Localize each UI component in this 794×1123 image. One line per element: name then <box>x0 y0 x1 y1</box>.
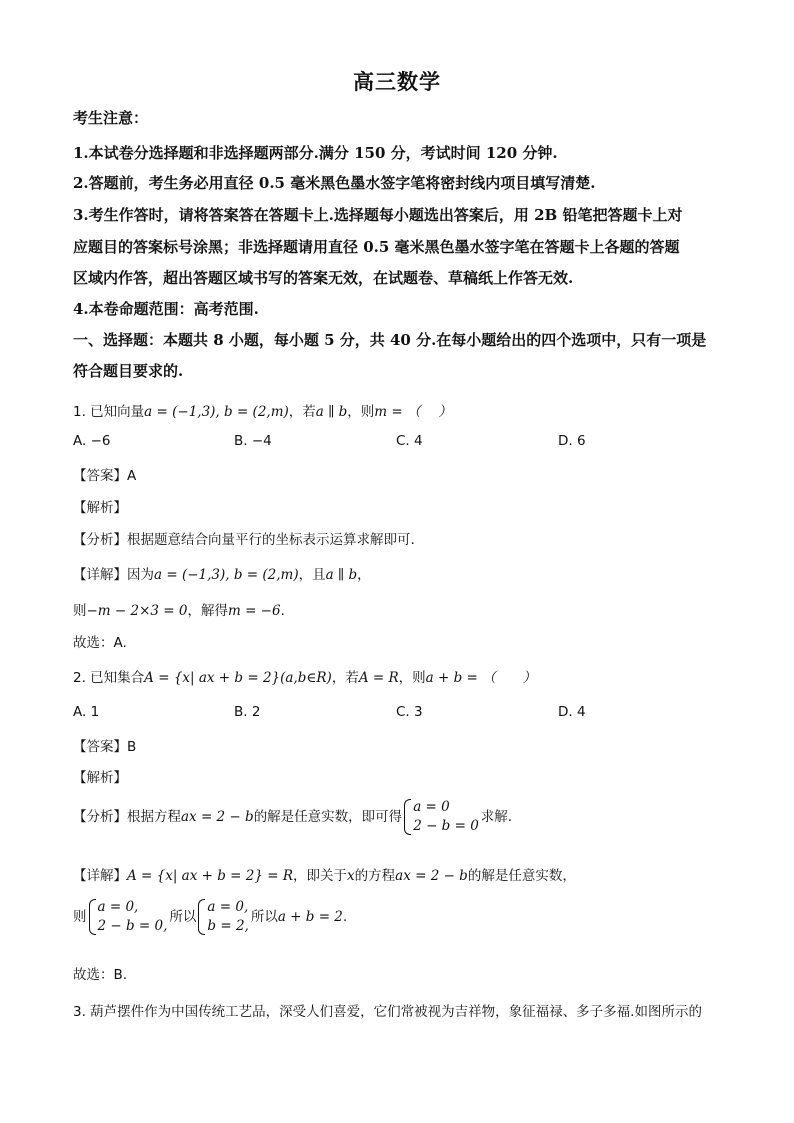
q1-fenxi: 【分析】根据题意结合向量平行的坐标表示运算求解即可. <box>73 532 415 548</box>
notice-item-1: 1.本试卷分选择题和非选择题两部分.满分 150 分，考试时间 120 分钟. <box>73 144 558 162</box>
q1-vectors: a = (−1,3), b = (2,m) <box>144 404 289 420</box>
q2-option-c: C. 3 <box>396 704 423 720</box>
question-1-stem: 1. 已知向量a = (−1,3), b = (2,m)，若a ∥ b，则m = （ ） <box>73 404 452 420</box>
q2-option-d: D. 4 <box>558 704 586 720</box>
q2-conclusion: 故选：B. <box>73 967 128 983</box>
page-title: 高三数学 <box>353 69 441 94</box>
section-heading-line-2: 符合题目要求的. <box>73 362 184 380</box>
q2-analysis-label: 【解析】 <box>73 770 127 786</box>
q1-option-b: B. −4 <box>234 433 272 449</box>
q1-calc: 则−m − 2×3 = 0，解得m = −6. <box>73 603 285 619</box>
q2-option-a: A. 1 <box>73 704 100 720</box>
q1-conclusion: 故选：A. <box>73 635 127 651</box>
q2-calc-system-1: a = 0, 2 − b = 0, <box>89 898 168 936</box>
q1-option-c: C. 4 <box>396 433 423 449</box>
notice-heading: 考生注意： <box>73 109 149 127</box>
notice-item-3-line-2: 应题目的答案标号涂黑；非选择题请用直径 0.5 毫米黑色墨水签字笔在答题卡上各题的答题 <box>73 238 680 256</box>
q2-fenxi-system: a = 0 2 − b = 0 <box>404 798 479 836</box>
notice-item-3-line-3: 区域内作答，超出答题区域书写的答案无效，在试题卷、草稿纸上作答无效. <box>73 269 574 287</box>
q1-answer: 【答案】A <box>73 468 137 484</box>
q2-detail: 【详解】A = {x| ax + b = 2} = R，即关于x的方程ax = 2 − b的解是任意实数， <box>73 868 576 884</box>
section-heading-line-1: 一、选择题：本题共 8 小题，每小题 5 分，共 40 分.在每小题给出的四个选项中，只有一项是 <box>73 331 707 349</box>
q2-option-b: B. 2 <box>234 704 261 720</box>
question-3-stem: 3. 葫芦摆件作为中国传统工艺品，深受人们喜爱，它们常被视为吉祥物，象征福禄、多子多福.如图所示的 <box>73 1004 702 1020</box>
notice-item-3-line-1: 3.考生作答时，请将答案答在答题卡上.选择题每小题选出答案后，用 2B 铅笔把答题卡上对 <box>73 206 683 224</box>
q1-option-a: A. −6 <box>73 433 111 449</box>
q2-set: A = {x| ax + b = 2}(a,b∈R) <box>144 670 332 686</box>
question-2-stem: 2. 已知集合A = {x| ax + b = 2}(a,b∈R)，若A = R，则a + b = （ ） <box>73 670 537 686</box>
notice-item-4: 4.本卷命题范围：高考范围. <box>73 300 259 318</box>
q1-ask: m = （ ） <box>374 404 452 420</box>
notice-item-2: 2.答题前，考生务必用直径 0.5 毫米黑色墨水签字笔将密封线内项目填写清楚. <box>73 174 596 192</box>
q2-answer: 【答案】B <box>73 739 137 755</box>
q1-parallel: a ∥ b <box>315 404 348 420</box>
q1-analysis-label: 【解析】 <box>73 500 127 516</box>
q2-calc: 则 a = 0, 2 − b = 0, 所以 a = 0, b = 2, 所以a + b = 2. <box>73 899 348 934</box>
q1-detail: 【详解】因为a = (−1,3), b = (2,m)，且a ∥ b， <box>73 567 371 583</box>
q2-fenxi: 【分析】根据方程ax = 2 − b的解是任意实数，即可得 a = 0 2 − b = 0 求解. <box>73 799 513 834</box>
q2-calc-system-2: a = 0, b = 2, <box>198 898 248 936</box>
q1-option-d: D. 6 <box>558 433 586 449</box>
